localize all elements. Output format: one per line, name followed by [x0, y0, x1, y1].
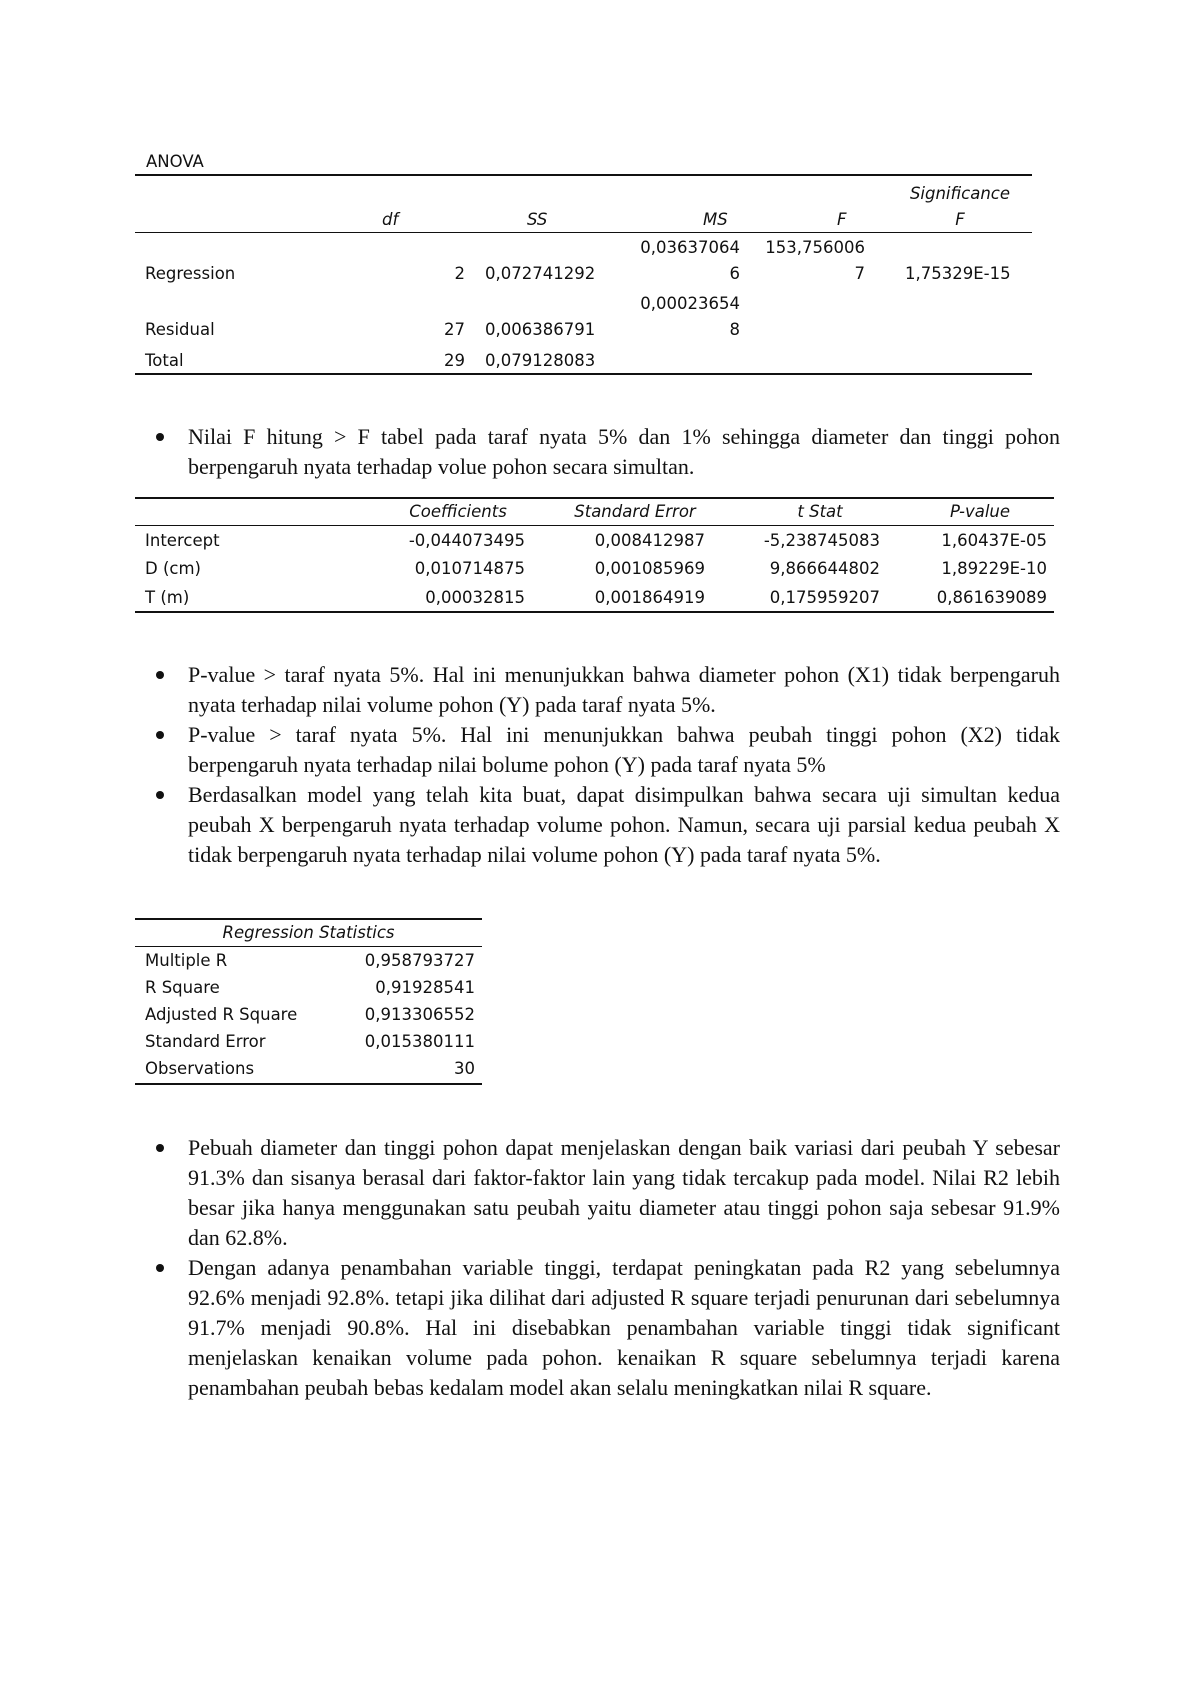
- bullet-dot: [156, 433, 164, 441]
- bullet-dot: [156, 671, 164, 679]
- list-item-text: Nilai F hitung > F tabel pada taraf nyata 5% dan 1% sehingga diameter dan tinggi pohon berpengaruh nyata terhadap volue pohon secara simultan.: [188, 424, 1060, 479]
- stat-value: 0,913306552: [364, 1005, 475, 1024]
- standard-error: 0,001085969: [594, 559, 705, 578]
- row-label: T (m): [145, 588, 190, 607]
- p-value: 0,861639089: [936, 588, 1047, 607]
- header-significance-f: F: [955, 210, 965, 229]
- row-label-total: Total: [145, 351, 184, 370]
- list-item: [188, 422, 1060, 482]
- total-df: 29: [444, 351, 465, 370]
- bullet-dot: [156, 731, 164, 739]
- list-item-text: Pebuah diameter dan tinggi pohon dapat menjelaskan dengan baik variasi dari peubah Y sebesar 91.3% dan sisanya berasal dari faktor-faktor lain yang tidak tercakup pada model. Nilai R2 lebih besar jika hanya menggunakan satu peubah yaitu diameter atau tinggi pohon saja sebesar 91.9% dan 62.8%.: [188, 1135, 1060, 1250]
- table-bottom-rule: [135, 1083, 482, 1085]
- header-f: F: [837, 210, 847, 229]
- standard-error: 0,008412987: [594, 531, 705, 550]
- regression-statistics-table: [135, 915, 482, 1085]
- header-p-value: P-value: [949, 502, 1011, 521]
- bullet-list-anova: [188, 422, 1060, 482]
- list-item: [188, 1253, 1060, 1403]
- standard-error: 0,001864919: [594, 588, 705, 607]
- list-item: [188, 720, 1060, 780]
- list-item-text: Dengan adanya penambahan variable tinggi, terdapat peningkatan pada R2 yang sebelumnya 92.6% menjadi 92.8%. tetapi jika dilihat dari adjusted R square terjadi penurunan dari sebelumnya 91.7% menjadi 90.8%. Hal ini disebabkan penambahan variable tinggi tidak significant menjelaskan kenaikan volume pada pohon. kenaikan R square sebelumnya terjadi karena penambahan peubah bebas kedalam model akan selalu meningkatkan nilai R square.: [188, 1255, 1060, 1400]
- table-bottom-rule: [135, 611, 1054, 613]
- regression-statistics-title: Regression Statistics: [222, 923, 395, 942]
- header-df: df: [382, 210, 399, 229]
- anova-title: ANOVA: [146, 152, 204, 171]
- stat-label: Observations: [145, 1059, 255, 1078]
- regression-ss: 0,072741292: [485, 264, 596, 283]
- row-label-residual: Residual: [145, 320, 215, 339]
- stat-label: Standard Error: [145, 1032, 266, 1051]
- list-item: [188, 780, 1060, 870]
- stat-label: R Square: [145, 978, 220, 997]
- regression-df: 2: [454, 264, 465, 283]
- stat-label: Adjusted R Square: [145, 1005, 298, 1024]
- table-bottom-rule: [135, 373, 1032, 375]
- header-rule: [135, 525, 1054, 526]
- bullet-dot: [156, 791, 164, 799]
- t-stat: -5,238745083: [763, 531, 880, 550]
- coefficient: 0,010714875: [414, 559, 525, 578]
- list-item-text: Berdasalkan model yang telah kita buat, dapat disimpulkan bahwa secara uji simultan kedua peubah X berpengaruh nyata terhadap volume pohon. Namun, secara uji parsial kedua peubah X tidak berpengaruh nyata terhadap nilai volume pohon (Y) pada taraf nyata 5%.: [188, 782, 1060, 867]
- coefficients-table: [135, 494, 1054, 614]
- regression-ms: 0,03637064: [640, 238, 740, 257]
- stat-label: Multiple R: [145, 951, 228, 970]
- header-t-stat: t Stat: [797, 502, 843, 521]
- header-significance: Significance: [909, 184, 1011, 203]
- regression-f: 153,756006: [765, 238, 865, 257]
- list-item: [188, 660, 1060, 720]
- list-item-text: P-value > taraf nyata 5%. Hal ini menunjukkan bahwa diameter pohon (X1) tidak berpengaruh nyata terhadap nilai volume pohon (Y) pada taraf nyata 5%.: [188, 662, 1060, 717]
- bullet-list-pvalue: [188, 660, 1060, 870]
- table-top-rule: [135, 174, 1032, 176]
- stat-value: 30: [454, 1059, 475, 1078]
- residual-ms: 0,00023654: [640, 294, 740, 313]
- anova-table: [135, 174, 1032, 374]
- row-label: Intercept: [145, 531, 220, 550]
- header-rule: [135, 232, 1032, 233]
- bullet-dot: [156, 1144, 164, 1152]
- residual-ms-wrap: 8: [729, 320, 740, 339]
- stat-value: 0,91928541: [375, 978, 475, 997]
- regression-ms-wrap: 6: [729, 264, 740, 283]
- stat-value: 0,015380111: [364, 1032, 475, 1051]
- header-ms: MS: [703, 210, 728, 229]
- coefficient: -0,044073495: [408, 531, 525, 550]
- bullet-list-rsquare: [188, 1133, 1060, 1403]
- p-value: 1,60437E-05: [941, 531, 1047, 550]
- table-top-rule: [135, 918, 482, 920]
- header-coefficients: Coefficients: [409, 502, 507, 521]
- regression-f-wrap: 7: [854, 264, 865, 283]
- t-stat: 0,175959207: [769, 588, 880, 607]
- header-rule: [135, 946, 482, 947]
- row-label: D (cm): [145, 559, 201, 578]
- list-item-text: P-value > taraf nyata 5%. Hal ini menunjukkan bahwa peubah tinggi pohon (X2) tidak berpengaruh nyata terhadap nilai bolume pohon (Y) pada taraf nyata 5%: [188, 722, 1060, 777]
- t-stat: 9,866644802: [769, 559, 880, 578]
- row-label-regression: Regression: [145, 264, 236, 283]
- total-ss: 0,079128083: [485, 351, 596, 370]
- list-item: [188, 1133, 1060, 1253]
- coefficient: 0,00032815: [425, 588, 525, 607]
- header-ss: SS: [527, 210, 548, 229]
- bullet-dot: [156, 1264, 164, 1272]
- table-top-rule: [135, 497, 1054, 499]
- p-value: 1,89229E-10: [941, 559, 1047, 578]
- regression-significance: 1,75329E-15: [905, 264, 1011, 283]
- residual-ss: 0,006386791: [485, 320, 596, 339]
- residual-df: 27: [444, 320, 465, 339]
- stat-value: 0,958793727: [364, 951, 475, 970]
- header-standard-error: Standard Error: [574, 502, 696, 521]
